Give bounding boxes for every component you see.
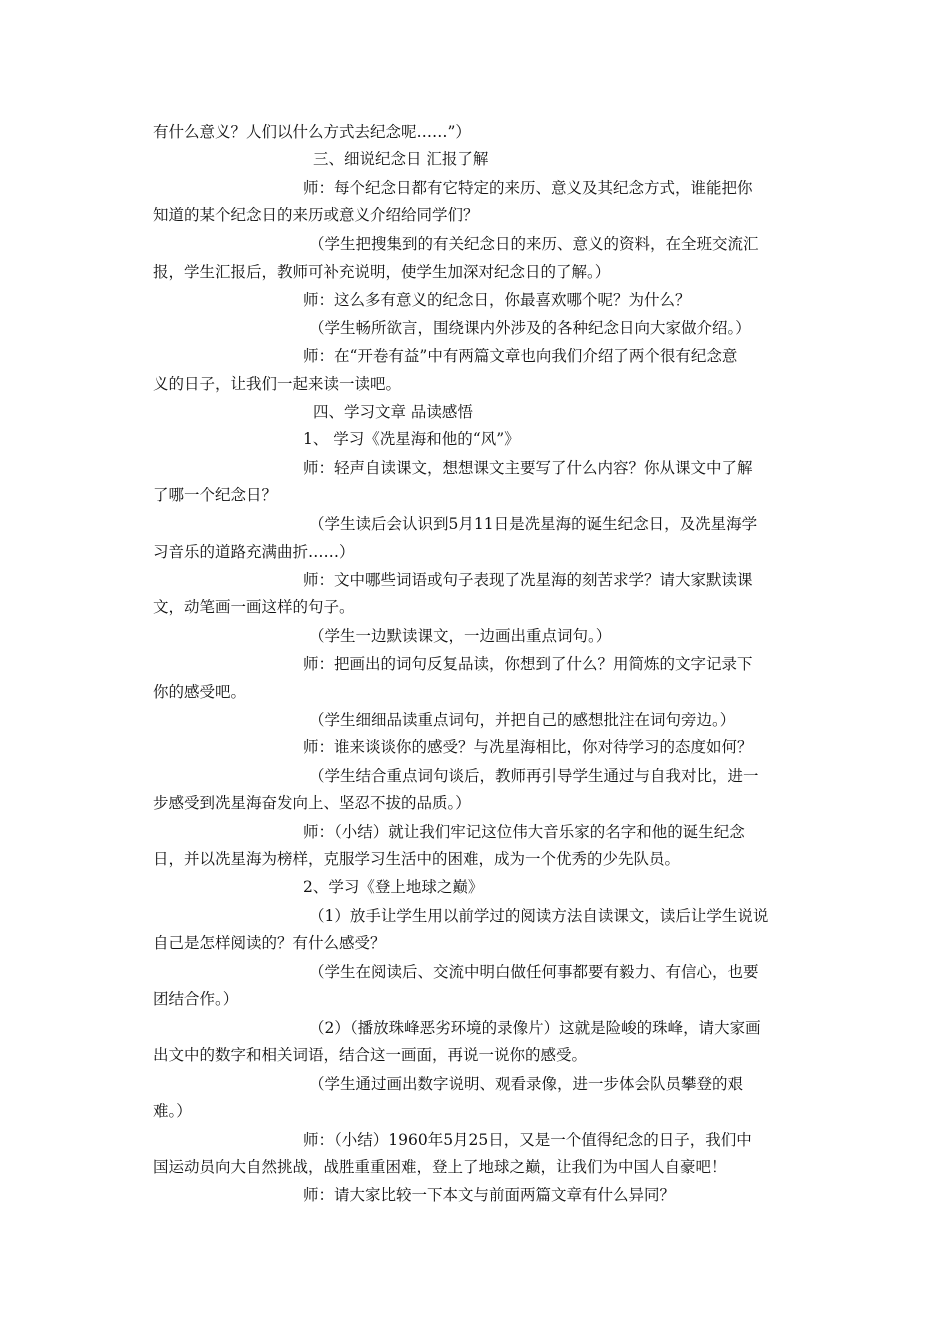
text-line: （学生结合重点词句谈后，教师再引导学生通过与自我对比，进一 xyxy=(309,767,759,785)
text-line: 义的日子，让我们一起来读一读吧。 xyxy=(153,375,402,393)
text-line: （学生细细品读重点词句，并把自己的感想批注在词句旁边。） xyxy=(309,711,736,729)
text-line: （学生一边默读课文，一边画出重点词句。） xyxy=(309,627,612,645)
subsection-heading: 1、 学习《冼星海和他的“风”》 xyxy=(303,430,520,448)
text-line: 师：轻声自读课文，想想课文主要写了什么内容？你从课文中了解 xyxy=(303,459,753,477)
text-line: 报，学生汇报后，教师可补充说明，使学生加深对纪念日的了解。） xyxy=(153,263,611,281)
text-line: 师：每个纪念日都有它特定的来历、意义及其纪念方式，谁能把你 xyxy=(303,179,753,197)
text-line: （学生把搜集到的有关纪念日的来历、意义的资料，在全班交流汇 xyxy=(309,235,759,253)
section-heading: 三、细说纪念日 汇报了解 xyxy=(313,150,489,168)
text-line: 师：请大家比较一下本文与前面两篇文章有什么异同？ xyxy=(303,1186,676,1204)
text-line: 师：文中哪些词语或句子表现了冼星海的刻苦求学？请大家默读课 xyxy=(303,571,753,589)
text-line: 团结合作。） xyxy=(153,990,239,1008)
text-line: 你的感受吧。 xyxy=(153,683,247,701)
text-line: 师：这么多有意义的纪念日，你最喜欢哪个呢？为什么？ xyxy=(303,291,691,309)
text-line: 了哪一个纪念日？ xyxy=(153,486,278,504)
text-line: 难。） xyxy=(153,1102,192,1120)
text-line: （学生通过画出数字说明、观看录像，进一步体会队员攀登的艰 xyxy=(309,1075,744,1093)
text-line: 出文中的数字和相关词语，结合这一画面，再说一说你的感受。 xyxy=(153,1046,588,1064)
text-line: （学生在阅读后、交流中明白做任何事都要有毅力、有信心，也要 xyxy=(309,963,759,981)
text-line: 有什么意义？人们以什么方式去纪念呢……”） xyxy=(153,123,471,141)
text-line: 日，并以冼星海为榜样，克服学习生活中的困难，成为一个优秀的少先队员。 xyxy=(153,850,681,868)
text-line: 习音乐的道路充满曲折……） xyxy=(153,543,355,561)
text-line: 师：把画出的词句反复品读，你想到了什么？用简炼的文字记录下 xyxy=(303,655,753,673)
text-line: 师：在“开卷有益”中有两篇文章也向我们介绍了两个很有纪念意 xyxy=(303,347,738,365)
text-line: （2）（播放珠峰恶劣环境的录像片）这就是险峻的珠峰，请大家画 xyxy=(309,1019,761,1037)
text-line: 师：（小结）1960年5月25日，又是一个值得纪念的日子，我们中 xyxy=(303,1131,752,1149)
text-line: 师：谁来谈谈你的感受？与冼星海相比，你对待学习的态度如何？ xyxy=(303,738,753,756)
text-line: （学生畅所欲言，围绕课内外涉及的各种纪念日向大家做介绍。） xyxy=(309,319,751,337)
text-line: 师：（小结）就让我们牢记这位伟大音乐家的名字和他的诞生纪念 xyxy=(303,823,745,841)
text-line: 文，动笔画一画这样的句子。 xyxy=(153,598,355,616)
section-heading: 四、学习文章 品读感悟 xyxy=(313,403,473,421)
text-line: 自己是怎样阅读的？有什么感受？ xyxy=(153,934,386,952)
text-line: 步感受到冼星海奋发向上、坚忍不拔的品质。） xyxy=(153,794,471,812)
subsection-heading: 2、学习《登上地球之巅》 xyxy=(303,878,484,896)
text-line: 国运动员向大自然挑战，战胜重重困难，登上了地球之巅，让我们为中国人自豪吧！ xyxy=(153,1158,727,1176)
text-line: 知道的某个纪念日的来历或意义介绍给同学们？ xyxy=(153,206,479,224)
text-line: （学生读后会认识到5月11日是冼星海的诞生纪念日，及冼星海学 xyxy=(309,515,758,533)
text-line: （1）放手让学生用以前学过的阅读方法自读课文，读后让学生说说 xyxy=(309,907,769,925)
